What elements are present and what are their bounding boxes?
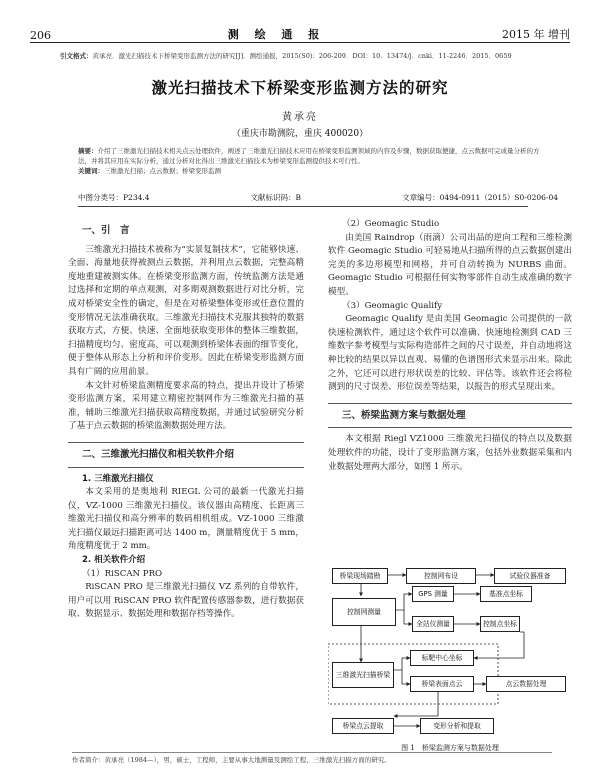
paper-title: 激光扫描技术下桥梁变形监测方法的研究 (151, 79, 449, 97)
subsection-heading-scanner: 1. 三维激光扫描仪 (82, 473, 154, 484)
keywords-text: 三维激光扫描；点云数据；桥梁变形监测 (104, 167, 221, 175)
software-item-heading: （1）RiSCAN PRO (82, 568, 163, 579)
paragraph: RiSCAN PRO 是三维激光扫描仪 VZ 系列的自带软件，用户可以用 RiSCAN PRO 软件配置传感器参数，进行数据获取、数据显示、数据处理和数据存档等操作。 (68, 582, 304, 620)
paragraph: Geomagic Qualify 是由美国 Geomagic 公司提供的一款快速检测软件，通过这个软件可以准确、快速地检测到 CAD 三维数字参考模型与实际构造部件之间的尺寸误差，并自动地将这种比较的结果以异以直观、易懂的色谱图形式来显示出来。除此之外，它还可以进行形状误差的比较、评估等。该软件还会将检测到的尺寸误差、形位误差等结果，以报告的形式呈现出来。 (328, 314, 572, 393)
author: 黄承亮 (282, 112, 318, 123)
section-rule (328, 403, 572, 404)
software-item-heading: （2）Geomagic Studio (342, 219, 440, 229)
paragraph: 三维激光扫描技术被称为“实景复制技术”，它能够快速、全面、海量地获得被测点云数据，并利用点云数据，完整高精度地重建被测实体。在桥梁变形监测方面，传统监测方法是通过选择和定期的单点观测，对多期观测数据进行对比分析，完成对桥梁安全性的确定，但是在对桥梁整体变形或任意位置的变形情况无法准确获取。三维激光扫描技术克服其独特的数据获取方式，方便、快速、全面地获取变形体的整体三维数据，扫描精度均匀、密度高，可以观测到桥梁体表面的细节变化，便于整体从形态上分析和评价变形。因此在桥梁变形监测方面具有广阔的应用前景。 (68, 244, 304, 377)
document-code: 文献标识码：B (250, 193, 302, 202)
abstract-label: 摘要： (78, 147, 98, 155)
flow-step-deformation-analysis: 变形分析和提取 (420, 718, 494, 734)
clc-number: 中图分类号：P234.4 (78, 193, 150, 202)
citation-text: 黄承亮．激光扫描技术下桥梁变形监测方法的研究[J]．测绘通报，2015(S0)：206-209．DOI：10．13474/j．cnki．11-2246．2015．0659 (92, 52, 512, 60)
section-rule (328, 427, 572, 428)
paragraph: 本文采用的是奥地利 RIEGL 公司的最新一代激光扫描仪，VZ-1000 三维激光扫描仪。该仪器由高精度、长距离三维激光扫描仪和高分辨率的数码相机组成。VZ-1000 三维激光扫描仪最远扫描距离可达 1400 m，测量精度优于 5 mm，角度精度优于 2 mm。 (68, 487, 304, 552)
right-column (328, 218, 572, 474)
flow-step-target-centers: 标靶中心坐标 (410, 650, 474, 666)
flow-step-control-coordinates: 控制点坐标 (480, 616, 520, 632)
figure-flowchart (328, 566, 572, 741)
flow-step-site-survey: 桥梁现场踏勘 (332, 568, 388, 584)
page-number: 206 (30, 29, 51, 42)
divider (78, 206, 528, 207)
software-item-heading: （3）Geomagic Qualify (342, 300, 443, 311)
section-rule (68, 467, 304, 468)
section-heading-scheme: 三、桥梁监测方案与数据处理 (342, 409, 466, 421)
section-heading-instruments: 二、三维激光扫描仪和相关软件介绍 (82, 448, 235, 460)
classification-meta (78, 192, 558, 203)
paragraph: 本文针对桥梁监测精度要求高的特点，提出并设计了桥梁变形监测方案，采用建立精密控制网作为三维激光扫描的基准，辅助三维激光扫描获取高精度数据，并通过试验研究分析了基于点云数据的桥梁监测数据处理方法。 (68, 380, 304, 432)
paragraph: 由美国 Raindrop（雨滴）公司出品的逆向工程和三维检测软件 Geomagic Studio 可轻易地从扫描所得的点云数据创建出完美的多边形模型和网格，并可自动转换为 NURBS 曲面。Geomagic Studio 可根据任何实物零部件自动生成准确的数字模型。 (328, 232, 572, 297)
citation (60, 52, 570, 61)
flow-step-control-measurement: 控制网测量 (332, 598, 396, 626)
flow-step-base-coordinates: 基准点坐标 (480, 586, 532, 602)
article-number: 文章编号：0494-0911（2015）S0-0206-04 (402, 193, 558, 202)
author-footnote: 作者简介：黄承亮（1984—），男，硕士，工程师，主要从事大地测量及测绘工程、三维激光扫描方面的研究。 (72, 752, 552, 764)
abstract (78, 146, 542, 176)
figure-caption: 图 1 桥梁监测方案与数据处理 (401, 744, 499, 752)
citation-label: 引文格式： (60, 52, 93, 60)
flow-step-pointcloud-extraction: 桥梁点云提取 (332, 718, 394, 734)
flow-step-instrument-prep: 试验仪器准备 (494, 568, 566, 584)
affiliation: （重庆市勘测院，重庆 400020） (231, 129, 369, 139)
flow-step-surface-pointcloud: 桥梁表面点云 (410, 676, 474, 692)
flow-step-control-network: 控制网布设 (406, 568, 476, 584)
section-rule (68, 442, 304, 443)
abstract-text: 介绍了三维激光扫描技术相关点云处理软件，阐述了三维激光扫描技术应用在桥梁变形监测领域的内容及步骤，数据获取便捷，点云数据可完成量分析的方法，并将其应用在实际分析，通过分析对比得出三维激光扫描技术为桥梁变形监测提供技术可行性。 (78, 147, 540, 165)
journal-name: 测 绘 通 报 (227, 28, 326, 41)
paragraph: 本文根据 Riegl VZ1000 三维激光扫描仪的特点以及数据处理软件的功能，设计了变形监测方案，包括外业数据采集和内业数据处理两大部分，如图 1 所示。 (328, 434, 572, 472)
flow-step-total-station: 全站仪测量 (412, 616, 454, 632)
issue-label: 2015 年 增刊 (502, 28, 570, 41)
left-column (68, 222, 304, 622)
section-heading-intro: 一、引 言 (82, 225, 130, 236)
flow-step-pointcloud-processing: 点云数据处理 (486, 676, 566, 692)
running-header (30, 20, 570, 43)
flow-step-laser-scan: 三维激光扫描桥梁 (332, 662, 394, 688)
flow-step-gps: GPS 测量 (412, 586, 454, 602)
subsection-heading-software: 2. 相关软件介绍 (82, 555, 146, 566)
keywords-label: 关键词： (78, 167, 104, 175)
